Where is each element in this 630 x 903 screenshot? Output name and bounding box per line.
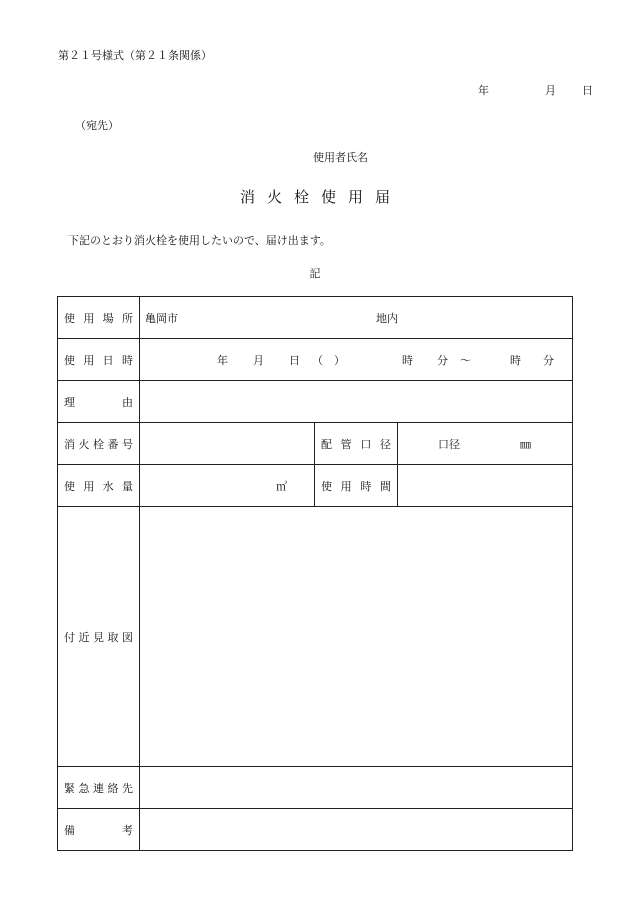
field-hydrant-number[interactable] [140, 423, 315, 465]
place-suffix: 地内 [376, 311, 398, 325]
label-datetime [58, 339, 140, 381]
row-place [58, 297, 573, 339]
label-map [58, 507, 140, 767]
label-map-text: 付 近 見 取 図 [64, 630, 133, 644]
dt-min2: 分 [543, 353, 554, 367]
row-emergency [58, 767, 573, 809]
date-month: 月 [545, 84, 556, 97]
label-datetime-text: 使 用 日 時 [64, 353, 133, 367]
field-water-volume[interactable] [140, 465, 315, 507]
intro-text: 下記のとおり消火栓を使用したいので、届け出ます。 [68, 234, 331, 247]
label-time-text: 使 用 時 間 [321, 479, 391, 493]
label-hydrant [58, 423, 140, 465]
dt-weekday: （ ） [312, 353, 345, 367]
label-reason-text: 理 由 [64, 395, 133, 409]
place-city: 亀岡市 [145, 311, 178, 325]
label-place-text: 使 用 場 所 [64, 311, 133, 325]
dt-month: 月 [253, 353, 264, 367]
label-pipe [315, 423, 398, 465]
row-datetime [58, 339, 573, 381]
ki-heading: 記 [309, 267, 321, 280]
form-table [57, 296, 573, 851]
field-map[interactable] [140, 507, 573, 767]
user-name-label: 使用者氏名 [313, 151, 368, 164]
label-remarks-text: 備 考 [64, 823, 133, 837]
row-reason [58, 381, 573, 423]
field-usage-time[interactable] [398, 465, 573, 507]
field-pipe-bore[interactable] [398, 423, 573, 465]
document-title: 消火栓使用届 [239, 188, 402, 206]
dt-min1: 分 [437, 353, 448, 367]
dt-year: 年 [217, 353, 228, 367]
form-number: 第２１号様式（第２１条関係） [58, 49, 212, 62]
addressee: （宛先） [75, 119, 119, 132]
bore-unit: ㎜ [520, 437, 531, 451]
label-reason [58, 381, 140, 423]
label-emergency-text: 緊 急 連 絡 先 [64, 781, 133, 795]
dt-day: 日 [289, 353, 300, 367]
row-remarks [58, 809, 573, 851]
water-unit: ㎥ [276, 479, 287, 493]
row-hydrant [58, 423, 573, 465]
field-emergency[interactable] [140, 767, 573, 809]
field-datetime[interactable] [140, 339, 573, 381]
field-remarks[interactable] [140, 809, 573, 851]
bore-label: 口径 [438, 437, 460, 451]
label-remarks [58, 809, 140, 851]
label-time [315, 465, 398, 507]
label-hydrant-text: 消 火 栓 番 号 [64, 437, 133, 451]
label-water [58, 465, 140, 507]
field-place[interactable] [140, 297, 573, 339]
dt-hour1: 時 [402, 353, 413, 367]
label-place [58, 297, 140, 339]
row-map [58, 507, 573, 767]
label-water-text: 使 用 水 量 [64, 479, 133, 493]
dt-hour2: 時 [510, 353, 521, 367]
dt-tilde: ～ [460, 353, 471, 367]
field-reason[interactable] [140, 381, 573, 423]
label-pipe-text: 配 管 口 径 [321, 437, 391, 451]
date-day: 日 [582, 84, 593, 97]
date-year: 年 [478, 84, 489, 97]
date-line [478, 82, 593, 98]
row-water [58, 465, 573, 507]
label-emergency [58, 767, 140, 809]
